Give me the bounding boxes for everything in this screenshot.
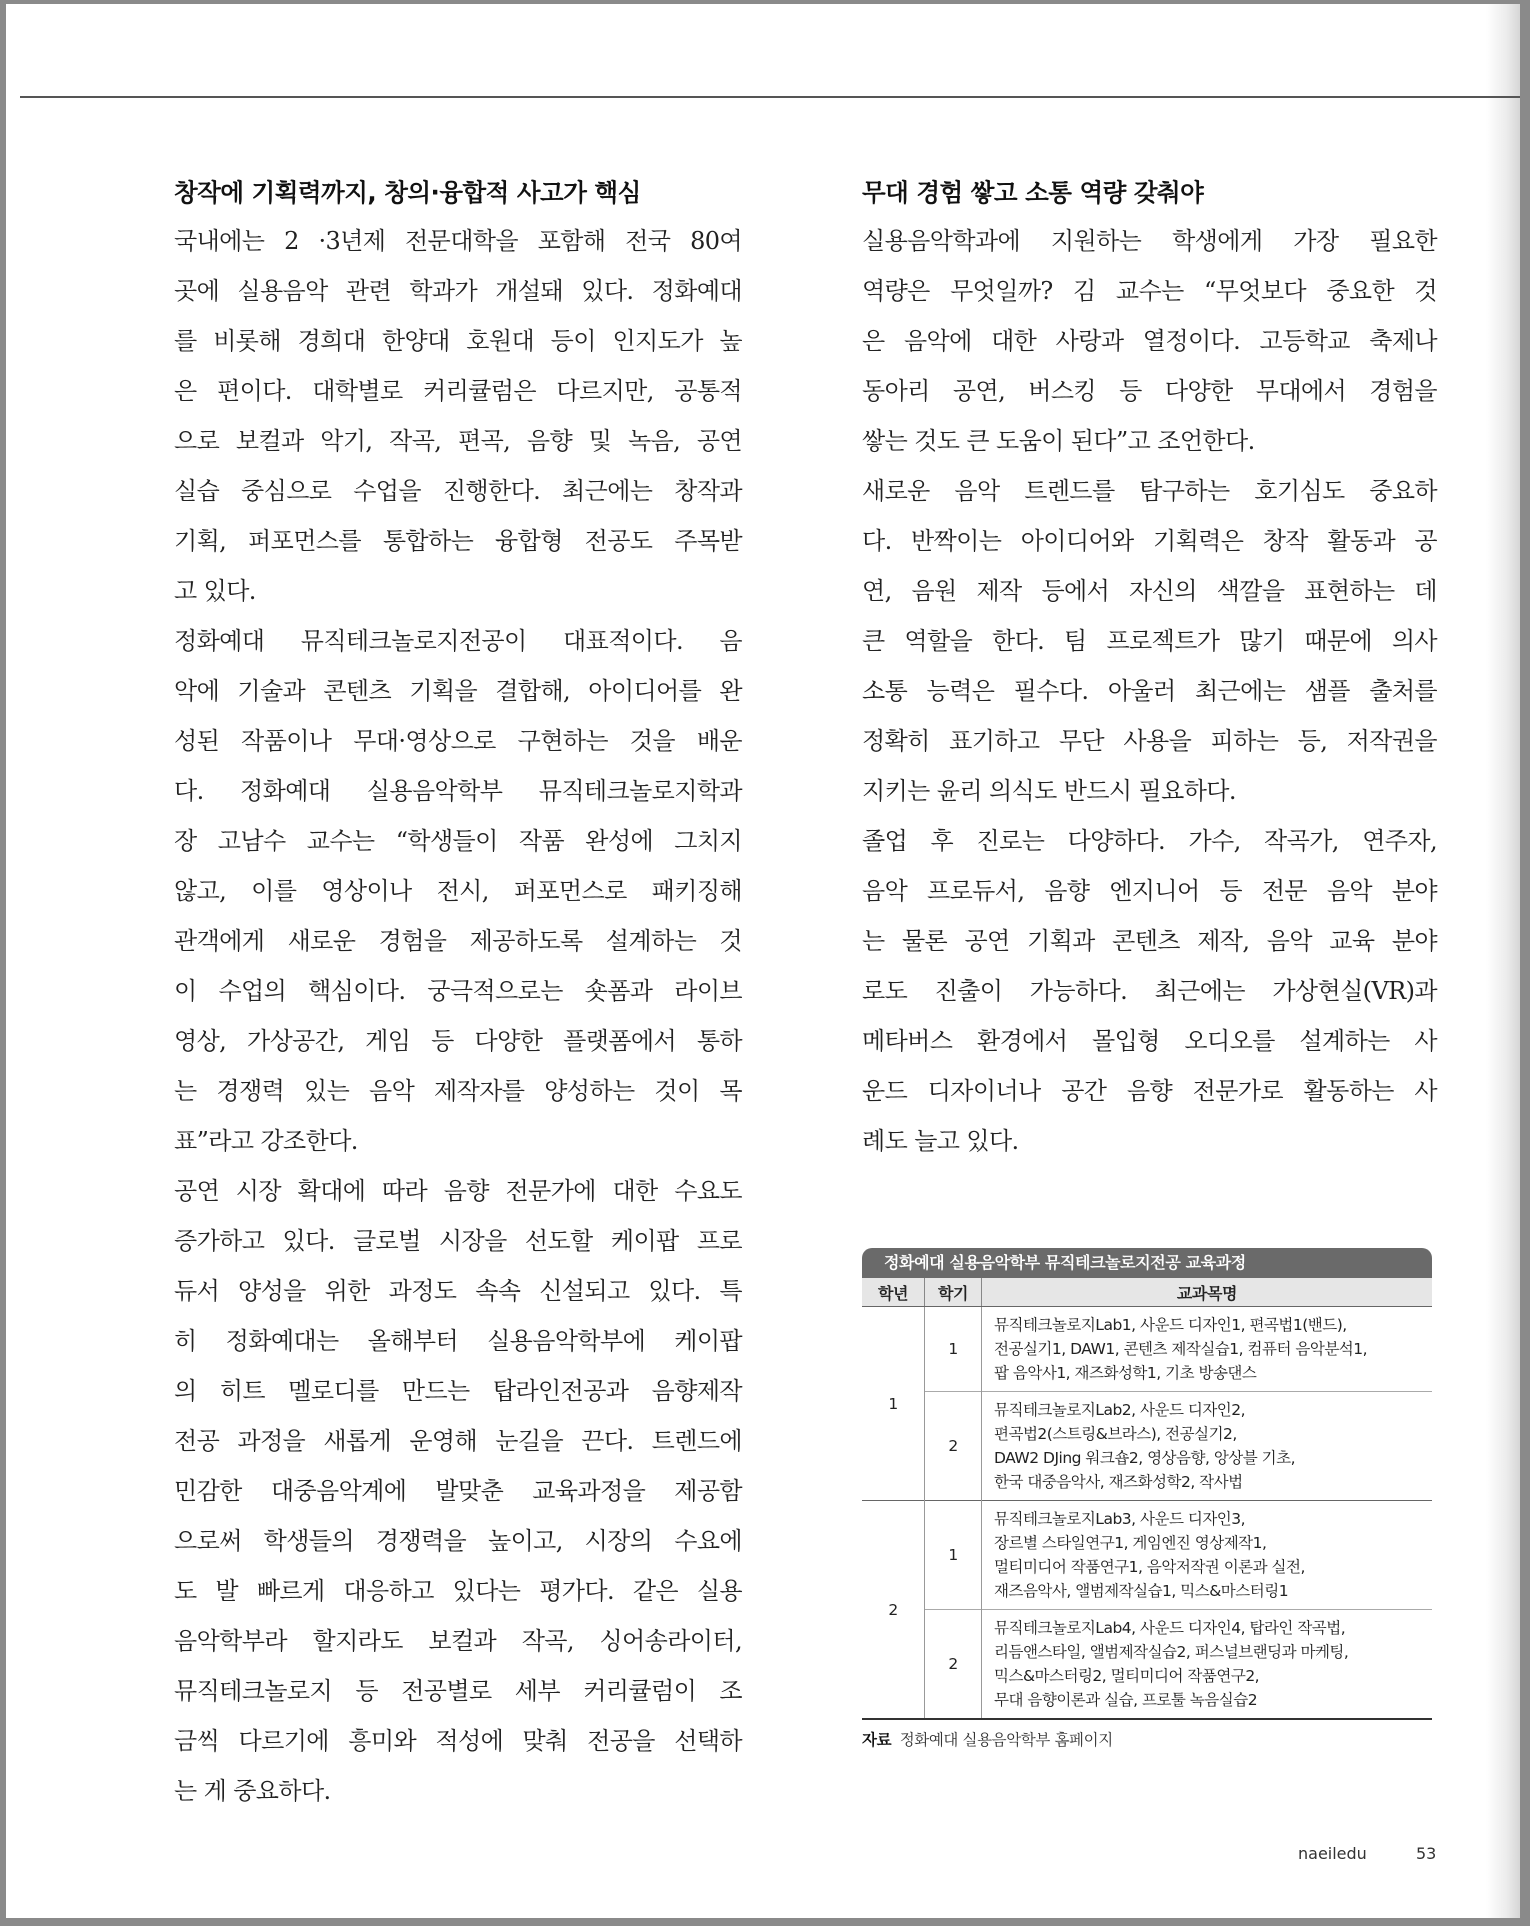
- text-line: 실용음악학과에 지원하는 학생에게 가장 필요한: [862, 227, 1437, 255]
- text-line: 으로써 학생들의 경쟁력을 높이고, 시장의 수요에: [174, 1527, 742, 1555]
- text-line: 공연 시장 확대에 따라 음향 전문가에 대한 수요도: [174, 1177, 742, 1205]
- text-line: 장 고남수 교수는 “학생들이 작품 완성에 그치지: [174, 827, 742, 855]
- text-line: 다. 반짝이는 아이디어와 기획력은 창작 활동과 공: [862, 527, 1437, 555]
- text-line: 는 물론 공연 기획과 콘텐츠 제작, 음악 교육 분야: [862, 927, 1437, 955]
- text-line: 국내에는 2 ·3년제 전문대학을 포함해 전국 80여: [174, 227, 742, 255]
- text-line: 성된 작품이나 무대·영상으로 구현하는 것을 배운: [174, 727, 742, 755]
- text-line: 졸업 후 진로는 다양하다. 가수, 작곡가, 연주자,: [862, 827, 1437, 855]
- paragraph: [862, 216, 1437, 466]
- text-line: 은 음악에 대한 사랑과 열정이다. 고등학교 축제나: [862, 327, 1437, 355]
- page-edge-shadow: [1486, 4, 1520, 1918]
- footer-brand: naeiledu: [1298, 1844, 1367, 1863]
- source-label: 자료: [862, 1731, 892, 1749]
- course-line: DAW2 DJing 워크숍2, 영상음향, 앙상블 기초,: [994, 1449, 1296, 1467]
- table-header-row: [862, 1278, 1432, 1307]
- grade-cell: 1: [862, 1307, 925, 1501]
- course-line: 무대 음향이론과 실습, 프로툴 녹음실습2: [994, 1691, 1258, 1709]
- course-line: 뮤직테크놀로지Lab3, 사운드 디자인3,: [994, 1510, 1246, 1528]
- text-line: 동아리 공연, 버스킹 등 다양한 무대에서 경험을: [862, 377, 1437, 405]
- semester-cell: 2: [925, 1392, 982, 1501]
- table-title: 정화예대 실용음악학부 뮤직테크놀로지전공 교육과정: [862, 1248, 1432, 1278]
- text-line: 악에 기술과 콘텐츠 기획을 결합해, 아이디어를 완: [174, 677, 742, 705]
- semester-cell: 1: [925, 1307, 982, 1392]
- courses-cell: [982, 1610, 1433, 1720]
- table-body: [862, 1307, 1432, 1720]
- table-row: [862, 1307, 1432, 1392]
- text-line: 는 게 중요하다.: [174, 1777, 331, 1805]
- top-rule: [20, 96, 1520, 98]
- table-row: [862, 1610, 1432, 1720]
- table-source: [862, 1728, 1432, 1750]
- text-line: 쌓는 것도 큰 도움이 된다”고 조언한다.: [862, 427, 1255, 455]
- text-line: 다. 정화예대 실용음악학부 뮤직테크놀로지학과: [174, 777, 742, 805]
- text-line: 뮤직테크놀로지 등 전공별로 세부 커리큘럼이 조: [174, 1677, 742, 1705]
- text-line: 고 있다.: [174, 577, 256, 605]
- course-line: 편곡법2(스트링&브라스), 전공실기2,: [994, 1425, 1237, 1443]
- paragraph: [862, 466, 1437, 816]
- right-column: [862, 172, 1437, 1166]
- paragraph: [174, 616, 742, 1166]
- right-heading: 무대 경험 쌓고 소통 역량 갖춰야: [862, 178, 1204, 207]
- table-row: [862, 1501, 1432, 1610]
- course-line: 팝 음악사1, 재즈화성학1, 기초 방송댄스: [994, 1364, 1257, 1382]
- courses-cell: [982, 1392, 1433, 1501]
- courses-cell: [982, 1501, 1433, 1610]
- course-line: 뮤직테크놀로지Lab1, 사운드 디자인1, 편곡법1(밴드),: [994, 1316, 1347, 1334]
- left-paragraphs: [174, 216, 742, 1816]
- text-line: 역량은 무엇일까? 김 교수는 “무엇보다 중요한 것: [862, 277, 1437, 305]
- header-semester: 학기: [925, 1278, 982, 1307]
- semester-cell: 2: [925, 1610, 982, 1720]
- header-grade: 학년: [862, 1278, 925, 1307]
- text-line: 듀서 양성을 위한 과정도 속속 신설되고 있다. 특: [174, 1277, 742, 1305]
- text-line: 연, 음원 제작 등에서 자신의 색깔을 표현하는 데: [862, 577, 1437, 605]
- text-line: 정확히 표기하고 무단 사용을 피하는 등, 저작권을: [862, 727, 1437, 755]
- text-line: 금씩 다르기에 흥미와 적성에 맞춰 전공을 선택하: [174, 1727, 742, 1755]
- text-line: 메타버스 환경에서 몰입형 오디오를 설계하는 사: [862, 1027, 1437, 1055]
- left-column: [174, 172, 742, 1816]
- course-line: 한국 대중음악사, 재즈화성학2, 작사법: [994, 1473, 1243, 1491]
- text-line: 새로운 음악 트렌드를 탐구하는 호기심도 중요하: [862, 477, 1437, 505]
- text-line: 실습 중심으로 수업을 진행한다. 최근에는 창작과: [174, 477, 742, 505]
- curriculum-table-box: [862, 1248, 1432, 1750]
- text-line: 않고, 이를 영상이나 전시, 퍼포먼스로 패키징해: [174, 877, 742, 905]
- text-line: 이 수업의 핵심이다. 궁극적으로는 숏폼과 라이브: [174, 977, 742, 1005]
- header-courses: 교과목명: [982, 1278, 1433, 1307]
- course-line: 전공실기1, DAW1, 콘텐츠 제작실습1, 컴퓨터 음악분석1,: [994, 1340, 1368, 1358]
- page-number: 53: [1416, 1844, 1437, 1863]
- course-line: 멀티미디어 작품연구1, 음악저작권 이론과 실전,: [994, 1558, 1305, 1576]
- curriculum-table: [862, 1278, 1432, 1720]
- course-line: 믹스&마스터링2, 멀티미디어 작품연구2,: [994, 1667, 1260, 1685]
- paragraph: [862, 816, 1437, 1166]
- source-text: 정화예대 실용음악학부 홈페이지: [899, 1731, 1113, 1749]
- course-line: 뮤직테크놀로지Lab4, 사운드 디자인4, 탑라인 작곡법,: [994, 1619, 1346, 1637]
- text-line: 소통 능력은 필수다. 아울러 최근에는 샘플 출처를: [862, 677, 1437, 705]
- text-line: 영상, 가상공간, 게임 등 다양한 플랫폼에서 통하: [174, 1027, 742, 1055]
- text-line: 기획, 퍼포먼스를 통합하는 융합형 전공도 주목받: [174, 527, 742, 555]
- course-line: 재즈음악사, 앨범제작실습1, 믹스&마스터링1: [994, 1582, 1289, 1600]
- text-line: 증가하고 있다. 글로벌 시장을 선도할 케이팝 프로: [174, 1227, 742, 1255]
- paragraph: [174, 1166, 742, 1816]
- courses-cell: [982, 1307, 1433, 1392]
- text-line: 를 비롯해 경희대 한양대 호원대 등이 인지도가 높: [174, 327, 742, 355]
- text-line: 음악학부라 할지라도 보컬과 작곡, 싱어송라이터,: [174, 1627, 742, 1655]
- text-line: 표”라고 강조한다.: [174, 1127, 358, 1155]
- text-line: 전공 과정을 새롭게 운영해 눈길을 끈다. 트렌드에: [174, 1427, 742, 1455]
- text-line: 히 정화예대는 올해부터 실용음악학부에 케이팝: [174, 1327, 742, 1355]
- text-line: 의 히트 멜로디를 만드는 탑라인전공과 음향제작: [174, 1377, 742, 1405]
- text-line: 운드 디자이너나 공간 음향 전문가로 활동하는 사: [862, 1077, 1437, 1105]
- text-line: 으로 보컬과 악기, 작곡, 편곡, 음향 및 녹음, 공연: [174, 427, 742, 455]
- text-line: 로도 진출이 가능하다. 최근에는 가상현실(VR)과: [862, 977, 1437, 1005]
- course-line: 뮤직테크놀로지Lab2, 사운드 디자인2,: [994, 1401, 1246, 1419]
- grade-cell: 2: [862, 1501, 925, 1720]
- text-line: 곳에 실용음악 관련 학과가 개설돼 있다. 정화예대: [174, 277, 742, 305]
- course-line: 장르별 스타일연구1, 게임엔진 영상제작1,: [994, 1534, 1267, 1552]
- text-line: 정화예대 뮤직테크놀로지전공이 대표적이다. 음: [174, 627, 742, 655]
- paragraph: [174, 216, 742, 616]
- text-line: 큰 역할을 한다. 팀 프로젝트가 많기 때문에 의사: [862, 627, 1437, 655]
- left-heading: 창작에 기획력까지, 창의·융합적 사고가 핵심: [174, 178, 641, 207]
- text-line: 례도 늘고 있다.: [862, 1127, 1019, 1155]
- text-line: 관객에게 새로운 경험을 제공하도록 설계하는 것: [174, 927, 742, 955]
- text-line: 은 편이다. 대학별로 커리큘럼은 다르지만, 공통적: [174, 377, 742, 405]
- text-line: 도 발 빠르게 대응하고 있다는 평가다. 같은 실용: [174, 1577, 742, 1605]
- right-paragraphs: [862, 216, 1437, 1166]
- text-line: 는 경쟁력 있는 음악 제작자를 양성하는 것이 목: [174, 1077, 742, 1105]
- text-line: 음악 프로듀서, 음향 엔지니어 등 전문 음악 분야: [862, 877, 1437, 905]
- semester-cell: 1: [925, 1501, 982, 1610]
- text-line: 지키는 윤리 의식도 반드시 필요하다.: [862, 777, 1236, 805]
- table-row: [862, 1392, 1432, 1501]
- course-line: 리듬앤스타일, 앨범제작실습2, 퍼스널브랜딩과 마케팅,: [994, 1643, 1349, 1661]
- text-line: 민감한 대중음악계에 발맞춘 교육과정을 제공함: [174, 1477, 742, 1505]
